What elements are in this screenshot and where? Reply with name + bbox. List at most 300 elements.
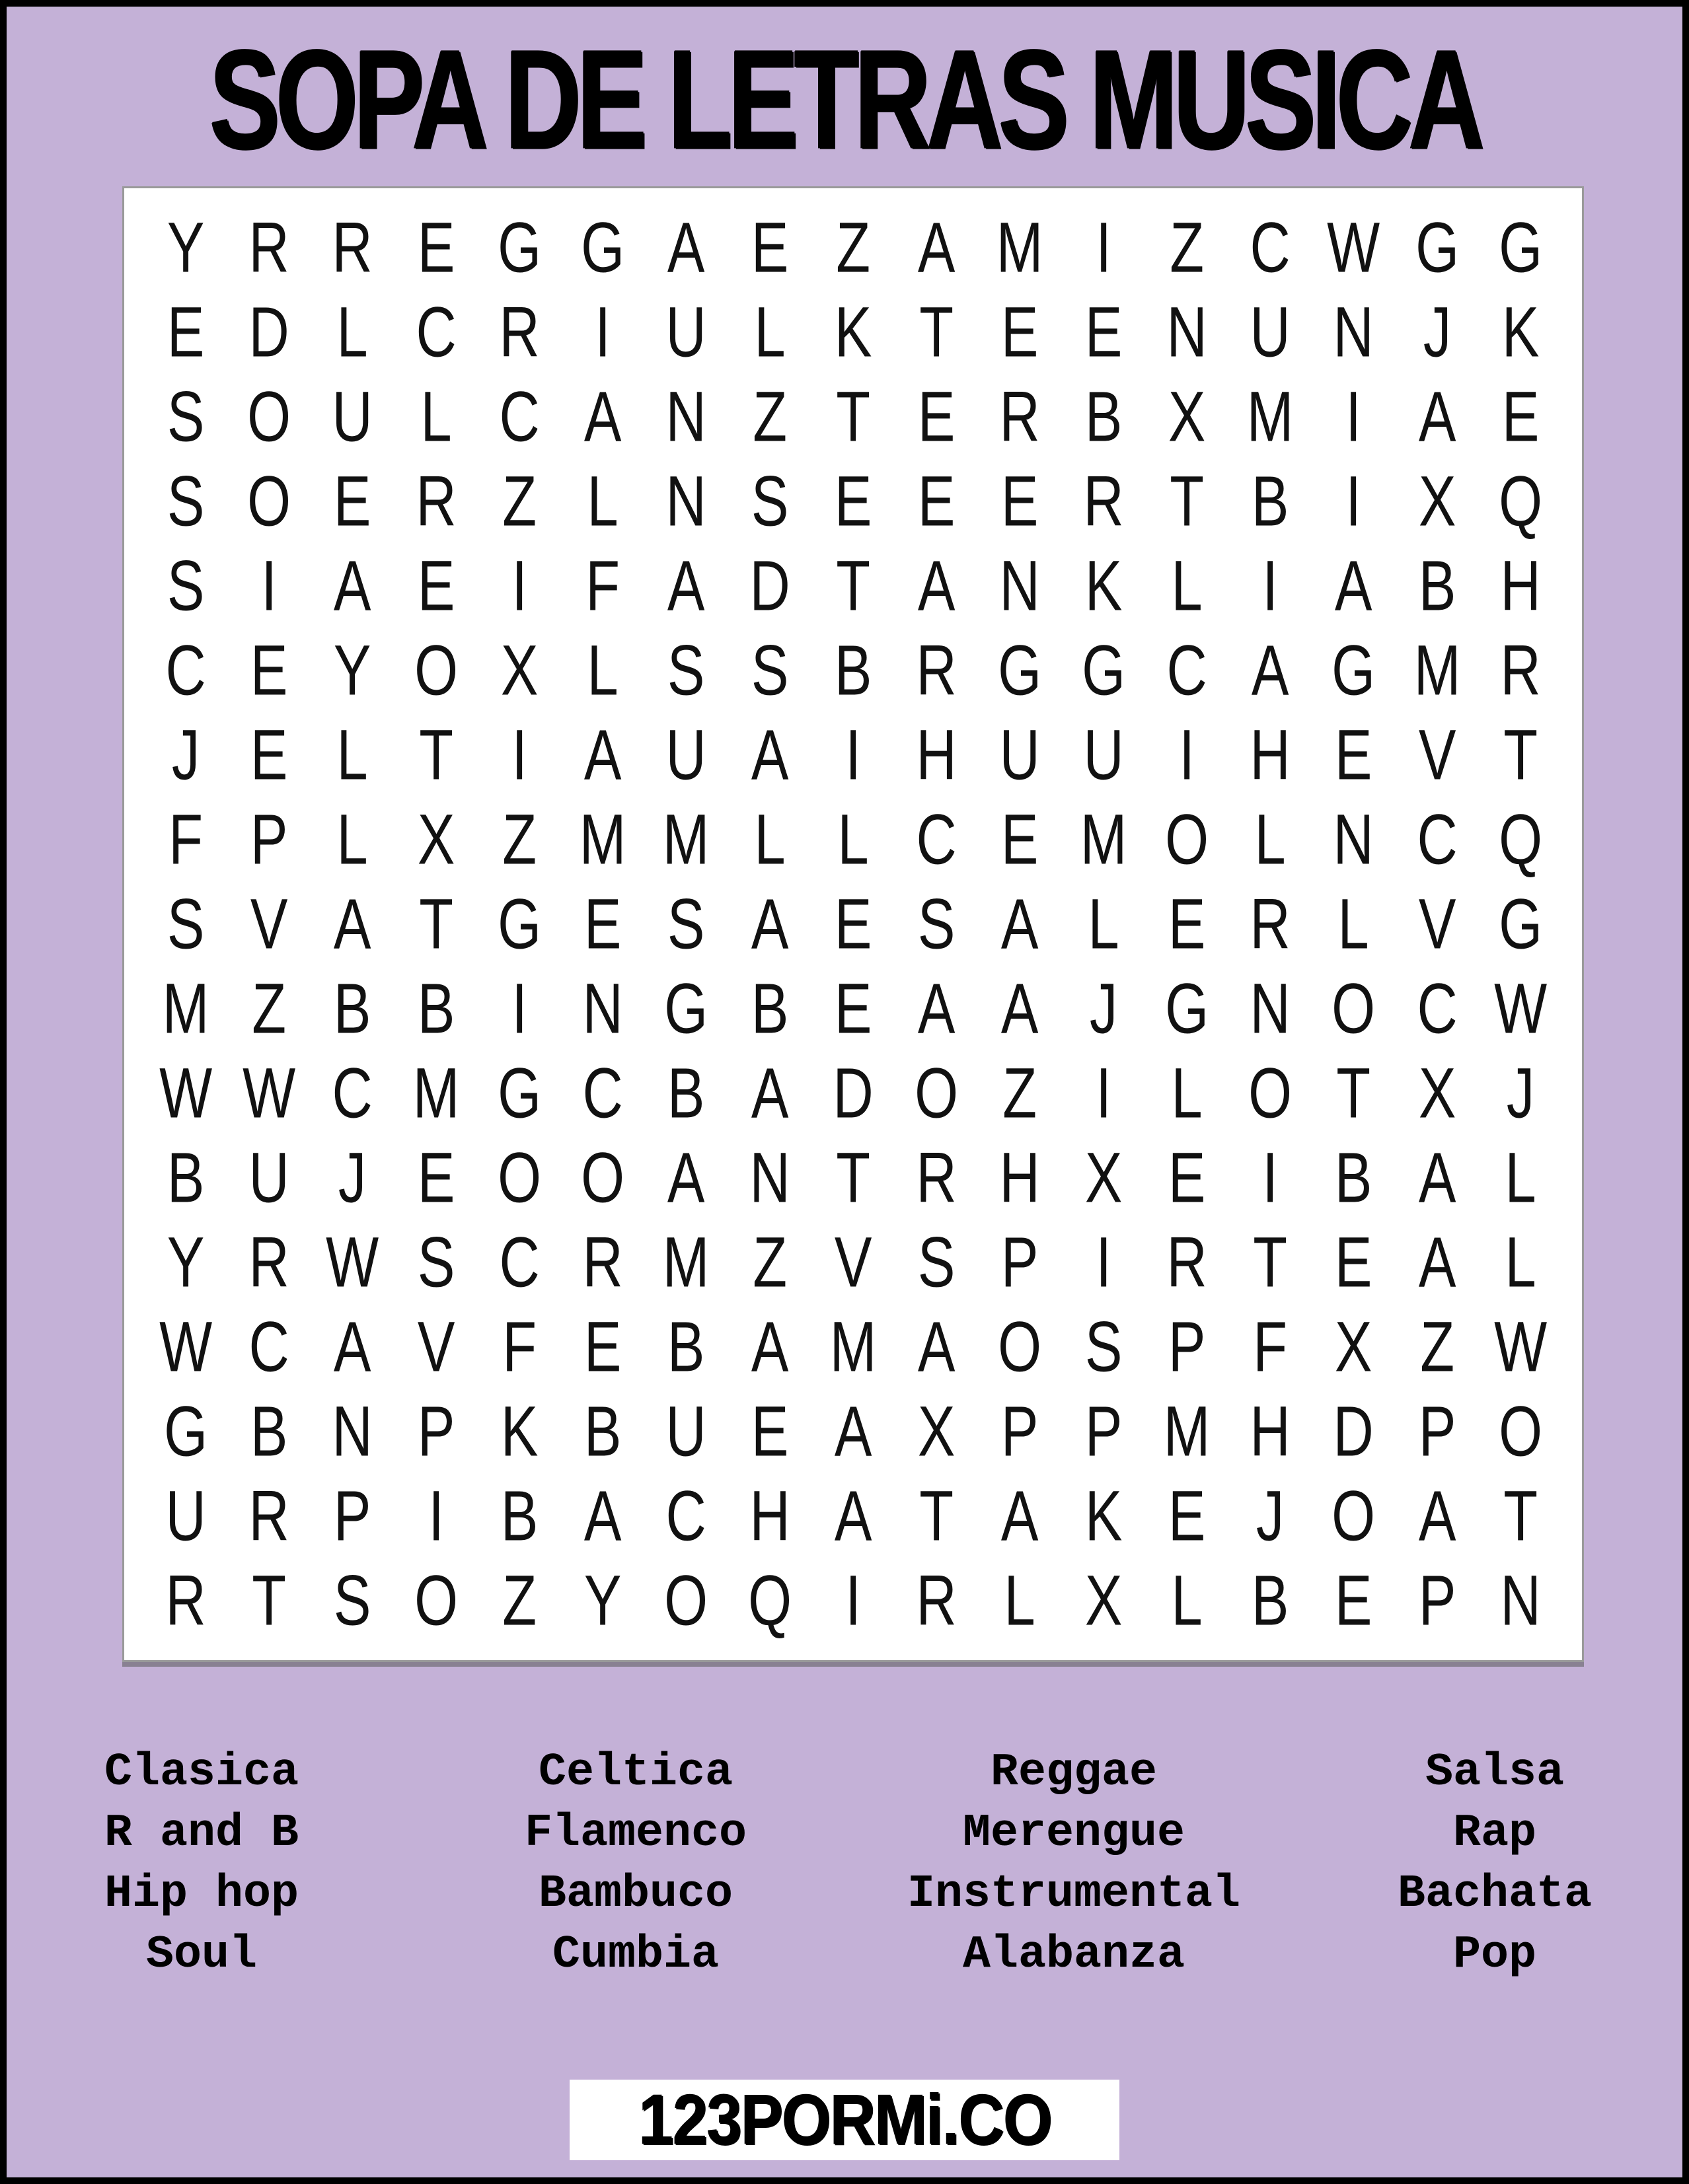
grid-letter: C (165, 630, 206, 711)
grid-letter: E (834, 968, 872, 1049)
grid-letter: B (167, 1138, 205, 1218)
grid-letter: I (511, 715, 527, 795)
grid-letter: J (171, 715, 200, 795)
grid-letter: W (159, 1307, 213, 1387)
grid-letter: S (667, 884, 705, 965)
grid-letter: E (250, 715, 288, 795)
grid-letter: B (751, 968, 789, 1049)
grid-letter: B (1335, 1138, 1372, 1218)
word-list-item: Celtica (538, 1747, 733, 1799)
grid-letter: F (585, 546, 620, 626)
grid-letter: B (1084, 377, 1122, 457)
grid-letter: E (417, 1138, 455, 1218)
grid-letter: Z (752, 377, 787, 457)
grid-letter: E (917, 377, 956, 457)
grid-letter: S (1084, 1307, 1122, 1387)
grid-letter: E (1335, 1560, 1372, 1641)
grid-letter: M (996, 207, 1043, 288)
grid-letter: E (250, 630, 288, 711)
grid-letter: S (167, 377, 205, 457)
grid-letter: C (499, 377, 540, 457)
grid-letter: R (1083, 461, 1124, 542)
word-list-item: Hip hop (104, 1868, 299, 1920)
grid-letter: B (1418, 546, 1456, 626)
word-list-column (1398, 1743, 1592, 1986)
grid-letter: O (1164, 799, 1209, 880)
grid-letter: H (1500, 546, 1541, 626)
grid-letter: A (1251, 630, 1289, 711)
grid-letter: L (337, 715, 369, 795)
grid-letter: T (836, 546, 870, 626)
grid-letter: G (581, 207, 625, 288)
grid-letter: P (1084, 1391, 1122, 1472)
grid-letter: Z (1419, 1307, 1454, 1387)
grid-letter: X (1335, 1307, 1372, 1387)
grid-letter: G (1332, 630, 1376, 711)
grid-letter: A (751, 884, 789, 965)
word-list-column (907, 1743, 1240, 1986)
grid-letter: S (751, 630, 789, 711)
grid-letter: Y (167, 1222, 205, 1303)
grid-letter: Z (502, 799, 537, 880)
grid-letter: P (1001, 1222, 1039, 1303)
grid-letter: N (332, 1391, 373, 1472)
grid-letter: O (1248, 1053, 1293, 1134)
grid-letter: C (332, 1053, 373, 1134)
grid-letter: U (999, 715, 1041, 795)
grid-letter: B (667, 1307, 705, 1387)
grid-letter: A (1418, 1222, 1456, 1303)
grid-letter: E (1335, 1222, 1372, 1303)
grid-letter: O (664, 1560, 708, 1641)
grid-letter: R (165, 1560, 206, 1641)
grid-letter: A (584, 715, 622, 795)
title-row (7, 18, 1682, 178)
grid-letter: M (412, 1053, 460, 1134)
grid-letter: W (243, 1053, 296, 1134)
grid-letter: A (1001, 1476, 1039, 1556)
grid-letter: A (667, 546, 705, 626)
grid-letter: G (498, 1053, 542, 1134)
grid-letter: I (511, 546, 527, 626)
grid-letter: V (417, 1307, 455, 1387)
grid-letter: G (498, 884, 542, 965)
grid-letter: E (834, 884, 872, 965)
grid-letter: R (1250, 884, 1291, 965)
grid-letter: T (1503, 1476, 1538, 1556)
grid-letter: Y (167, 207, 205, 288)
grid-letter: G (1415, 207, 1459, 288)
grid-letter: V (250, 884, 288, 965)
grid-letter: B (667, 1053, 705, 1134)
grid-letter: S (334, 1560, 371, 1641)
grid-letter: L (1171, 1560, 1203, 1641)
grid-letter: G (1081, 630, 1125, 711)
grid-letter: N (665, 377, 707, 457)
word-search-box (122, 186, 1584, 1662)
grid-letter: N (749, 1138, 790, 1218)
grid-letter: F (1253, 1307, 1288, 1387)
grid-letter: A (1418, 1138, 1456, 1218)
grid-letter: X (417, 799, 455, 880)
grid-letter: K (500, 1391, 539, 1472)
grid-letter: P (417, 1391, 455, 1472)
word-list-item: Reggae (990, 1747, 1158, 1799)
word-list-item: Bambuco (538, 1868, 733, 1920)
grid-letter: P (1168, 1307, 1206, 1387)
grid-letter: H (916, 715, 957, 795)
grid-letter: Q (1498, 461, 1542, 542)
grid-letter: C (1250, 207, 1291, 288)
grid-letter: C (1417, 968, 1458, 1049)
grid-letter: X (1168, 377, 1206, 457)
grid-letter: E (751, 207, 789, 288)
grid-letter: R (248, 207, 289, 288)
grid-letter: L (1254, 799, 1286, 880)
grid-letter: U (248, 1138, 289, 1218)
grid-letter: U (665, 715, 707, 795)
grid-letter: N (1166, 292, 1207, 373)
grid-letter: A (917, 207, 956, 288)
grid-letter: B (834, 630, 872, 711)
word-list-item: Merengue (962, 1807, 1185, 1860)
word-list-item: Alabanza (962, 1929, 1185, 1981)
grid-letter: J (338, 1138, 367, 1218)
grid-letter: G (498, 207, 542, 288)
grid-letter: E (1001, 799, 1039, 880)
grid-letter: K (1084, 546, 1122, 626)
grid-letter: I (1095, 207, 1111, 288)
grid-letter: X (1418, 461, 1456, 542)
grid-letter: U (332, 377, 373, 457)
grid-letter: B (500, 1476, 539, 1556)
grid-letter: A (1335, 546, 1372, 626)
grid-letter: M (663, 1222, 710, 1303)
grid-letter: L (754, 799, 786, 880)
grid-letter: V (1418, 884, 1456, 965)
grid-letter: U (665, 1391, 707, 1472)
grid-letter: A (667, 1138, 705, 1218)
grid-letter: E (417, 546, 455, 626)
grid-letter: E (417, 207, 455, 288)
grid-letter: O (1332, 1476, 1376, 1556)
grid-letter: Z (252, 968, 287, 1049)
grid-letter: I (1095, 1222, 1111, 1303)
grid-letter: L (337, 292, 369, 373)
grid-letter: X (1418, 1053, 1456, 1134)
grid-letter: L (1004, 1560, 1036, 1641)
grid-letter: T (418, 884, 453, 965)
grid-letter: L (1088, 884, 1119, 965)
grid-letter: L (837, 799, 869, 880)
grid-letter: N (665, 461, 707, 542)
grid-letter: M (829, 1307, 877, 1387)
word-list (7, 1743, 1682, 1994)
grid-letter: N (1333, 292, 1374, 373)
grid-letter: V (1418, 715, 1456, 795)
grid-letter: M (1413, 630, 1460, 711)
grid-letter: M (663, 799, 710, 880)
grid-letter: I (845, 715, 861, 795)
grid-letter: R (582, 1222, 623, 1303)
grid-letter: L (1337, 884, 1369, 965)
grid-letter: M (1246, 377, 1294, 457)
word-list-item: Bachata (1397, 1868, 1593, 1920)
grid-letter: H (749, 1476, 790, 1556)
grid-letter: O (1332, 968, 1376, 1049)
grid-letter: E (1335, 715, 1372, 795)
grid-letter: E (1501, 377, 1540, 457)
grid-letter: G (1498, 207, 1542, 288)
grid-letter: R (499, 292, 540, 373)
grid-letter: E (1001, 292, 1039, 373)
grid-letter: R (1166, 1222, 1207, 1303)
grid-letter: A (917, 968, 956, 1049)
grid-letter: E (334, 461, 371, 542)
word-list-item: Flamenco (524, 1807, 747, 1860)
grid-letter: X (1084, 1560, 1122, 1641)
word-list-item: Soul (145, 1929, 258, 1981)
grid-letter: R (916, 1560, 957, 1641)
grid-letter: G (1164, 968, 1209, 1049)
grid-letter: N (1500, 1560, 1541, 1641)
grid-letter: W (1327, 207, 1380, 288)
footer-logo (570, 2080, 1119, 2160)
grid-letter: D (248, 292, 289, 373)
grid-letter: A (1001, 968, 1039, 1049)
grid-letter: A (584, 1476, 622, 1556)
grid-letter: R (248, 1222, 289, 1303)
grid-letter: K (834, 292, 872, 373)
grid-letter: L (587, 461, 619, 542)
word-list-column (525, 1743, 747, 1986)
word-list-item: Cumbia (552, 1929, 720, 1981)
grid-letter: X (500, 630, 539, 711)
grid-letter: E (167, 292, 205, 373)
grid-letter: E (1168, 884, 1206, 965)
grid-letter: E (751, 1391, 789, 1472)
grid-letter: Z (1170, 207, 1204, 288)
grid-letter: I (1345, 377, 1362, 457)
grid-letter: D (749, 546, 790, 626)
grid-letter: O (247, 461, 291, 542)
grid-letter: L (337, 799, 369, 880)
grid-letter: S (167, 884, 205, 965)
grid-letter: R (332, 207, 373, 288)
grid-letter: J (1256, 1476, 1285, 1556)
grid-letter: O (498, 1138, 542, 1218)
grid-letter: H (1250, 1391, 1291, 1472)
grid-letter: C (916, 799, 957, 880)
grid-letter: O (414, 630, 458, 711)
grid-letter: I (595, 292, 611, 373)
grid-letter: A (334, 546, 371, 626)
grid-letter: J (1089, 968, 1117, 1049)
grid-letter: A (1001, 884, 1039, 965)
grid-letter: A (917, 546, 956, 626)
grid-letter: G (164, 1391, 208, 1472)
grid-letter: I (845, 1560, 861, 1641)
grid-letter: H (1250, 715, 1291, 795)
grid-letter: U (165, 1476, 206, 1556)
grid-letter: T (252, 1560, 287, 1641)
grid-letter: G (998, 630, 1042, 711)
grid-letter: I (1262, 546, 1278, 626)
grid-letter: N (1333, 799, 1374, 880)
grid-letter: U (665, 292, 707, 373)
grid-letter: I (261, 546, 278, 626)
grid-letter: N (1250, 968, 1291, 1049)
grid-letter: X (917, 1391, 956, 1472)
grid-letter: P (250, 799, 288, 880)
grid-letter: A (751, 1307, 789, 1387)
grid-letter: C (1166, 630, 1207, 711)
grid-letter: L (1171, 546, 1203, 626)
page-title: SOPA DE LETRAS MUSICA (209, 20, 1480, 178)
grid-letter: S (667, 630, 705, 711)
grid-letter: E (1084, 292, 1122, 373)
grid-letter: S (751, 461, 789, 542)
grid-letter: T (418, 715, 453, 795)
grid-letter: L (1505, 1138, 1536, 1218)
grid-letter: A (667, 207, 705, 288)
word-list-item: Rap (1452, 1807, 1537, 1860)
grid-letter: E (584, 1307, 622, 1387)
word-list-item: Instrumental (907, 1868, 1241, 1920)
grid-letter: T (836, 1138, 870, 1218)
grid-letter: E (917, 461, 956, 542)
grid-letter: B (250, 1391, 288, 1472)
grid-letter: F (169, 799, 204, 880)
grid-letter: T (1503, 715, 1538, 795)
grid-letter: A (917, 1307, 956, 1387)
grid-letter: M (162, 968, 209, 1049)
grid-letter: Z (836, 207, 870, 288)
grid-letter: A (834, 1476, 872, 1556)
grid-letter: O (915, 1053, 959, 1134)
grid-letter: A (751, 715, 789, 795)
grid-letter: L (1505, 1222, 1536, 1303)
grid-letter: O (1498, 1391, 1542, 1472)
grid-letter: W (159, 1053, 213, 1134)
grid-letter: I (1179, 715, 1195, 795)
grid-letter: R (916, 1138, 957, 1218)
grid-letter: R (248, 1476, 289, 1556)
grid-letter: T (1170, 461, 1204, 542)
grid-letter: Z (752, 1222, 787, 1303)
grid-letter: L (754, 292, 786, 373)
grid-letter: T (1253, 1222, 1288, 1303)
grid-letter: L (1171, 1053, 1203, 1134)
grid-letter: S (167, 461, 205, 542)
grid-letter: L (420, 377, 452, 457)
grid-letter: E (1001, 461, 1039, 542)
grid-letter: C (665, 1476, 707, 1556)
grid-letter: B (1251, 1560, 1289, 1641)
grid-letter: D (833, 1053, 874, 1134)
grid-letter: U (1250, 292, 1291, 373)
grid-letter: S (417, 1222, 455, 1303)
grid-letter: O (998, 1307, 1042, 1387)
footer-logo-text: 123PORMi.CO (638, 2080, 1051, 2160)
grid-letter: A (584, 377, 622, 457)
grid-letter: Q (747, 1560, 792, 1641)
grid-letter: H (999, 1138, 1041, 1218)
grid-letter: L (587, 630, 619, 711)
grid-letter: T (919, 1476, 954, 1556)
grid-letter: A (334, 1307, 371, 1387)
grid-letter: A (334, 884, 371, 965)
grid-letter: S (917, 884, 956, 965)
grid-letter: T (836, 377, 870, 457)
grid-letter: M (579, 799, 626, 880)
grid-letter: K (1084, 1476, 1122, 1556)
grid-letter: A (1418, 377, 1456, 457)
grid-letter: V (834, 1222, 872, 1303)
word-list-item: Pop (1452, 1929, 1537, 1981)
grid-letter: C (416, 292, 457, 373)
grid-letter: B (334, 968, 371, 1049)
grid-letter: W (1493, 968, 1547, 1049)
grid-letter: R (999, 377, 1041, 457)
grid-letter: R (916, 630, 957, 711)
grid-letter: N (582, 968, 623, 1049)
grid-letter: B (584, 1391, 622, 1472)
grid-letter: N (999, 546, 1041, 626)
grid-letter: D (1333, 1391, 1374, 1472)
grid-letter: R (1500, 630, 1541, 711)
grid-letter: I (1262, 1138, 1278, 1218)
grid-letter: T (919, 292, 954, 373)
grid-letter: T (1336, 1053, 1371, 1134)
grid-letter: G (664, 968, 708, 1049)
grid-letter: O (414, 1560, 458, 1641)
grid-letter: O (247, 377, 291, 457)
grid-letter: Y (334, 630, 371, 711)
letter-grid (144, 205, 1562, 1643)
word-list-item: Salsa (1425, 1747, 1565, 1799)
grid-letter: P (1001, 1391, 1039, 1472)
grid-letter: I (1345, 461, 1362, 542)
grid-letter: P (334, 1476, 371, 1556)
word-list-item: Clasica (104, 1747, 299, 1799)
grid-letter: B (1251, 461, 1289, 542)
grid-letter: P (1418, 1391, 1456, 1472)
grid-letter: M (1080, 799, 1127, 880)
grid-letter: A (834, 1391, 872, 1472)
grid-letter: E (584, 884, 622, 965)
grid-letter: M (1163, 1391, 1211, 1472)
grid-letter: C (499, 1222, 540, 1303)
grid-letter: I (511, 968, 527, 1049)
grid-letter: Q (1498, 799, 1542, 880)
grid-letter: F (502, 1307, 537, 1387)
grid-letter: C (1417, 799, 1458, 880)
grid-letter: Z (1002, 1053, 1037, 1134)
grid-letter: R (416, 461, 457, 542)
grid-letter: J (1423, 292, 1451, 373)
grid-letter: J (1506, 1053, 1535, 1134)
grid-letter: I (428, 1476, 444, 1556)
grid-letter: C (582, 1053, 623, 1134)
grid-letter: X (1084, 1138, 1122, 1218)
word-list-column (104, 1743, 299, 1986)
grid-letter: E (1168, 1476, 1206, 1556)
grid-letter: O (581, 1138, 625, 1218)
grid-letter: A (751, 1053, 789, 1134)
grid-letter: G (1498, 884, 1542, 965)
grid-letter: S (167, 546, 205, 626)
